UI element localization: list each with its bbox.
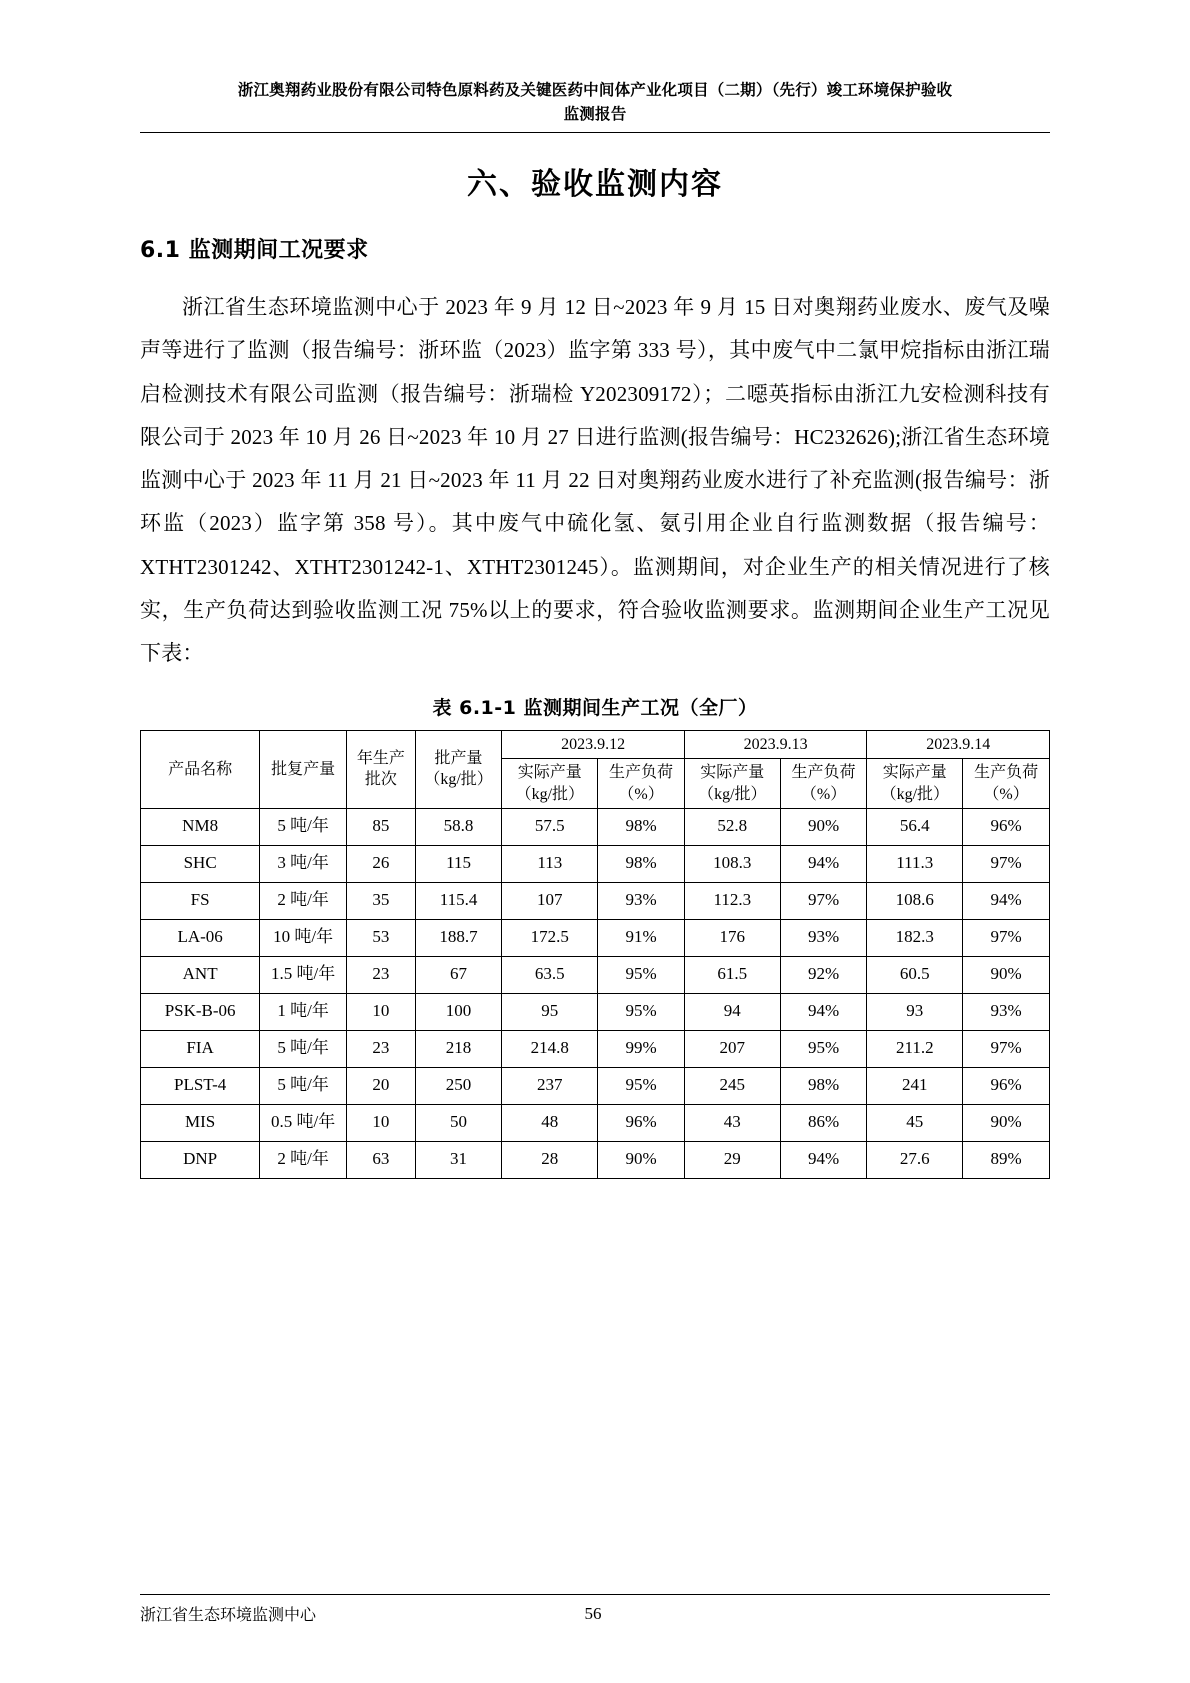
cell-actual-3: 60.5 [867, 956, 963, 993]
cell-annual-batches: 23 [347, 1030, 416, 1067]
cell-load-1: 95% [598, 1067, 685, 1104]
header-line-2: 监测报告 [563, 104, 627, 124]
cell-actual-3: 211.2 [867, 1030, 963, 1067]
cell-load-2: 98% [780, 1067, 867, 1104]
table-row [141, 1141, 1050, 1178]
cell-batch-size: 50 [415, 1104, 502, 1141]
cell-actual-1: 107 [502, 882, 598, 919]
cell-actual-3: 56.4 [867, 808, 963, 845]
cell-actual-1: 214.8 [502, 1030, 598, 1067]
header-line-1: 浙江奥翔药业股份有限公司特色原料药及关键医药中间体产业化项目（二期）（先行）竣工环境保护验收 [237, 80, 953, 99]
cell-load-3: 93% [963, 993, 1050, 1030]
cell-actual-1: 63.5 [502, 956, 598, 993]
cell-product-name: DNP [141, 1141, 260, 1178]
cell-actual-3: 108.6 [867, 882, 963, 919]
table-row [141, 956, 1050, 993]
cell-annual-batches: 85 [347, 808, 416, 845]
production-status-table [140, 730, 1050, 1178]
page-footer [140, 1594, 1050, 1625]
section-paragraph: 浙江省生态环境监测中心于 2023 年 9 月 12 日~2023 年 9 月 15 日对奥翔药业废水、废气及噪声等进行了监测（报告编号：浙环监（2023）监字第 333 号），其中废气中二氯甲烷指标由浙江瑞启检测技术有限公司监测（报告编号：浙瑞检 Y202309172）；二噁英指标由浙江九安检测科技有限公司于 2023 年 10 月 26 日~2023 年 10 月 27 日进行监测(报告编号：HC232626);浙江省生态环境监测中心于 2023 年 11 月 21 日~2023 年 11 月 22 日对奥翔药业废水进行了补充监测(报告编号：浙环监（2023）监字第 358 号）。其中废气中硫化氢、氨引用企业自行监测数据（报告编号：XTHT2301242、XTHT2301242-1、XTHT2301245）。监测期间，对企业生产的相关情况进行了核实，生产负荷达到验收监测工况 75%以上的要求，符合验收监测要求。监测期间企业生产工况见下表： [140, 295, 1050, 666]
th-actual-3: 实际产量（kg/批） [867, 759, 963, 808]
cell-approved-output: 2 吨/年 [260, 882, 347, 919]
cell-annual-batches: 10 [347, 1104, 416, 1141]
cell-batch-size: 100 [415, 993, 502, 1030]
cell-approved-output: 1.5 吨/年 [260, 956, 347, 993]
th-product-name: 产品名称 [141, 731, 260, 808]
cell-approved-output: 2 吨/年 [260, 1141, 347, 1178]
cell-product-name: SHC [141, 845, 260, 882]
cell-load-2: 94% [780, 845, 867, 882]
cell-batch-size: 218 [415, 1030, 502, 1067]
cell-load-1: 95% [598, 956, 685, 993]
cell-load-2: 92% [780, 956, 867, 993]
cell-product-name: MIS [141, 1104, 260, 1141]
cell-actual-3: 182.3 [867, 919, 963, 956]
table-caption: 表 6.1-1 监测期间生产工况（全厂） [432, 697, 758, 720]
table-row [141, 1030, 1050, 1067]
cell-load-3: 90% [963, 956, 1050, 993]
cell-load-3: 97% [963, 1030, 1050, 1067]
th-batch-size: 批产量（kg/批） [415, 731, 502, 808]
cell-actual-2: 207 [684, 1030, 780, 1067]
cell-actual-1: 95 [502, 993, 598, 1030]
cell-load-3: 96% [963, 808, 1050, 845]
table-row [141, 1104, 1050, 1141]
cell-batch-size: 115.4 [415, 882, 502, 919]
cell-actual-2: 176 [684, 919, 780, 956]
cell-actual-1: 48 [502, 1104, 598, 1141]
cell-actual-1: 28 [502, 1141, 598, 1178]
cell-batch-size: 31 [415, 1141, 502, 1178]
cell-actual-3: 241 [867, 1067, 963, 1104]
cell-actual-2: 43 [684, 1104, 780, 1141]
th-date-1: 2023.9.12 [502, 731, 685, 759]
cell-load-3: 90% [963, 1104, 1050, 1141]
cell-actual-1: 57.5 [502, 808, 598, 845]
cell-product-name: FIA [141, 1030, 260, 1067]
cell-load-2: 95% [780, 1030, 867, 1067]
cell-actual-1: 172.5 [502, 919, 598, 956]
cell-approved-output: 10 吨/年 [260, 919, 347, 956]
chapter-title: 六、验收监测内容 [467, 167, 723, 203]
cell-approved-output: 5 吨/年 [260, 808, 347, 845]
th-load-3: 生产负荷（%） [963, 759, 1050, 808]
cell-approved-output: 1 吨/年 [260, 993, 347, 1030]
cell-product-name: FS [141, 882, 260, 919]
cell-annual-batches: 53 [347, 919, 416, 956]
th-load-1: 生产负荷（%） [598, 759, 685, 808]
cell-batch-size: 115 [415, 845, 502, 882]
cell-load-3: 89% [963, 1141, 1050, 1178]
section-title: 6.1 监测期间工况要求 [140, 238, 369, 264]
cell-annual-batches: 10 [347, 993, 416, 1030]
cell-load-3: 96% [963, 1067, 1050, 1104]
cell-product-name: NM8 [141, 808, 260, 845]
table-row [141, 845, 1050, 882]
cell-load-3: 97% [963, 845, 1050, 882]
cell-batch-size: 250 [415, 1067, 502, 1104]
cell-load-3: 97% [963, 919, 1050, 956]
table-row [141, 919, 1050, 956]
table-row [141, 993, 1050, 1030]
cell-annual-batches: 20 [347, 1067, 416, 1104]
cell-batch-size: 67 [415, 956, 502, 993]
cell-batch-size: 188.7 [415, 919, 502, 956]
cell-load-1: 98% [598, 808, 685, 845]
th-load-2: 生产负荷（%） [780, 759, 867, 808]
cell-actual-2: 108.3 [684, 845, 780, 882]
table-row [141, 808, 1050, 845]
cell-actual-1: 113 [502, 845, 598, 882]
cell-load-1: 98% [598, 845, 685, 882]
cell-annual-batches: 23 [347, 956, 416, 993]
cell-approved-output: 5 吨/年 [260, 1067, 347, 1104]
cell-approved-output: 5 吨/年 [260, 1030, 347, 1067]
th-date-3: 2023.9.14 [867, 731, 1050, 759]
cell-load-2: 93% [780, 919, 867, 956]
cell-actual-2: 61.5 [684, 956, 780, 993]
cell-annual-batches: 63 [347, 1141, 416, 1178]
cell-annual-batches: 26 [347, 845, 416, 882]
table-body [141, 808, 1050, 1178]
footer-page-number: 56 [584, 1603, 602, 1623]
cell-batch-size: 58.8 [415, 808, 502, 845]
cell-actual-3: 45 [867, 1104, 963, 1141]
cell-load-3: 94% [963, 882, 1050, 919]
th-date-2: 2023.9.13 [684, 731, 867, 759]
page-header [140, 78, 1050, 133]
cell-load-1: 96% [598, 1104, 685, 1141]
cell-load-2: 94% [780, 1141, 867, 1178]
th-actual-2: 实际产量（kg/批） [684, 759, 780, 808]
cell-actual-2: 52.8 [684, 808, 780, 845]
cell-load-1: 91% [598, 919, 685, 956]
cell-actual-3: 111.3 [867, 845, 963, 882]
cell-load-2: 94% [780, 993, 867, 1030]
cell-actual-3: 93 [867, 993, 963, 1030]
cell-approved-output: 0.5 吨/年 [260, 1104, 347, 1141]
cell-actual-2: 94 [684, 993, 780, 1030]
cell-load-2: 97% [780, 882, 867, 919]
cell-annual-batches: 35 [347, 882, 416, 919]
cell-actual-2: 29 [684, 1141, 780, 1178]
cell-product-name: PLST-4 [141, 1067, 260, 1104]
cell-actual-2: 112.3 [684, 882, 780, 919]
th-actual-1: 实际产量（kg/批） [502, 759, 598, 808]
cell-actual-3: 27.6 [867, 1141, 963, 1178]
th-annual-batches: 年生产批次 [347, 731, 416, 808]
cell-load-1: 95% [598, 993, 685, 1030]
cell-approved-output: 3 吨/年 [260, 845, 347, 882]
th-approved-output: 批复产量 [260, 731, 347, 808]
cell-product-name: PSK-B-06 [141, 993, 260, 1030]
table-row [141, 1067, 1050, 1104]
cell-load-2: 90% [780, 808, 867, 845]
cell-actual-1: 237 [502, 1067, 598, 1104]
cell-load-1: 99% [598, 1030, 685, 1067]
footer-organization: 浙江省生态环境监测中心 [140, 1605, 317, 1624]
cell-product-name: LA-06 [141, 919, 260, 956]
cell-load-1: 90% [598, 1141, 685, 1178]
cell-load-1: 93% [598, 882, 685, 919]
table-header-row-1 [141, 731, 1050, 759]
table-row [141, 882, 1050, 919]
cell-actual-2: 245 [684, 1067, 780, 1104]
cell-load-2: 86% [780, 1104, 867, 1141]
cell-product-name: ANT [141, 956, 260, 993]
